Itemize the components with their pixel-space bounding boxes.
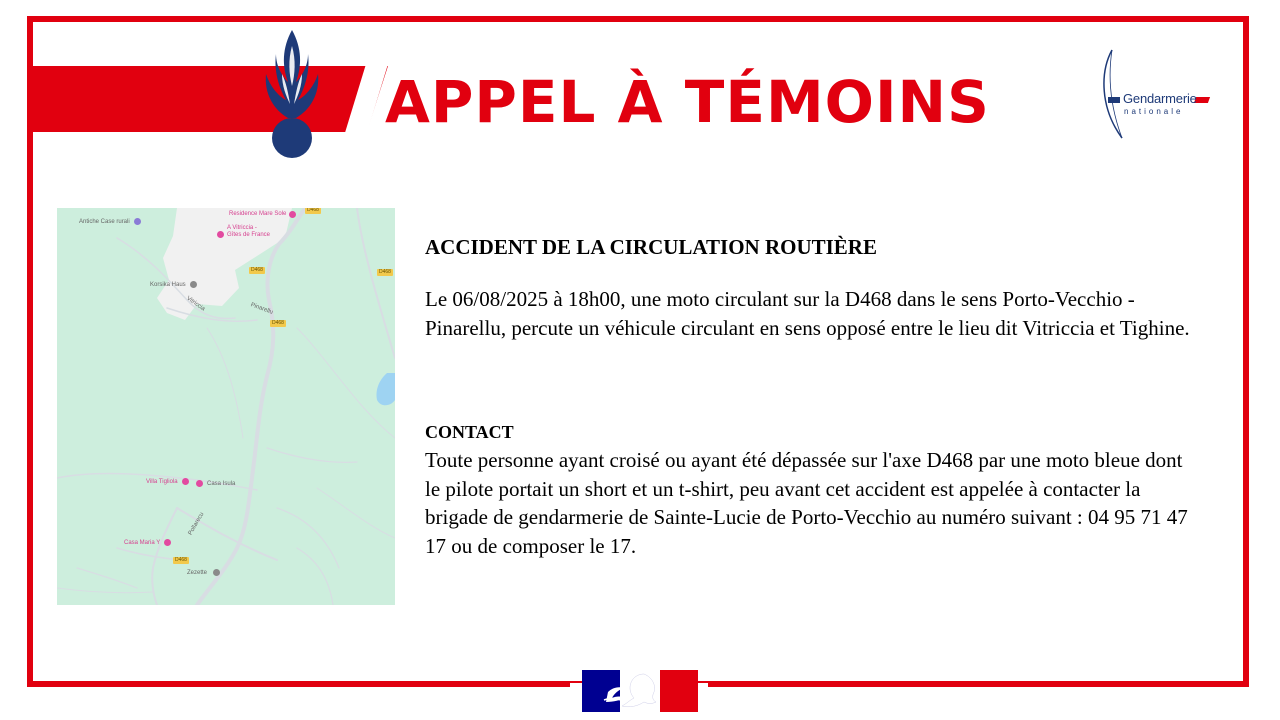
map-background bbox=[57, 208, 395, 605]
map-pin-casa-maria bbox=[164, 539, 171, 546]
map-label-antiche: Antiche Case rurali bbox=[79, 219, 130, 225]
incident-description: Le 06/08/2025 à 18h00, une moto circulant sur la D468 dans le sens Porto-Vecchio - Pinarellu, percute un véhicule circulant en sens opposé entre le lieu dit Vitriccia et Tighine. bbox=[425, 287, 1190, 340]
contact-description: Toute personne ayant croisé ou ayant été dépassée sur l'axe D468 par une moto bleue dont le pilote portait un short et un t-shirt, peu avant cet accident est appelée à contacter la brigade de gendarmerie de Sainte-Lucie de Porto-Vecchio au numéro suivant : 04 95 71 47 17 ou de composer le 17. bbox=[425, 448, 1188, 558]
map-label-residence: Residence Mare Sole bbox=[229, 211, 287, 217]
section-title: ACCIDENT DE LA CIRCULATION ROUTIÈRE bbox=[425, 235, 877, 259]
logo-text-gendarmerie: Gendarmerie bbox=[1123, 91, 1197, 106]
map-pin-antiche bbox=[134, 218, 141, 225]
logo-flag-left bbox=[1108, 97, 1120, 103]
map-pin-vitriccia bbox=[217, 231, 224, 238]
gendarmerie-grenade-icon bbox=[252, 26, 332, 162]
map-label-korsika: Korsika Haus bbox=[150, 282, 186, 288]
map-pin-zezette bbox=[213, 569, 220, 576]
map-label-casa-isula: Casa Isula bbox=[207, 481, 236, 487]
article-content bbox=[425, 230, 1205, 264]
map-label-pollarecu: Pollarecu bbox=[187, 511, 206, 537]
map-pin-residence bbox=[289, 211, 296, 218]
map-label-vitriccia: A Vitriccia - bbox=[227, 225, 257, 231]
map-pin-villa bbox=[182, 478, 189, 485]
header-red-band bbox=[33, 66, 388, 132]
road-shield: D468 bbox=[272, 320, 284, 326]
map-pin-casa-isula bbox=[196, 480, 203, 487]
logo-text-nationale: nationale bbox=[1124, 107, 1184, 116]
map-label-vitriccia-road: Vitriccia bbox=[185, 295, 206, 313]
road-shield: D468 bbox=[307, 208, 319, 213]
location-map bbox=[57, 208, 395, 605]
map-label-pinarellu: Pinarellu bbox=[249, 302, 274, 316]
road-shield: D468 bbox=[175, 557, 187, 563]
map-label-casa-maria: Casa Maria Y bbox=[124, 540, 161, 546]
map-pin-korsika bbox=[190, 281, 197, 288]
map-label-zezette: Zezette bbox=[187, 570, 208, 576]
road-shield: D468 bbox=[251, 267, 263, 273]
marianne-republic-logo-icon bbox=[582, 670, 698, 712]
map-label-villa: Villa Tigliola bbox=[146, 479, 178, 485]
map-label-gites: Gîtes de France bbox=[227, 232, 271, 238]
road-shield: D468 bbox=[379, 269, 391, 275]
contact-title: CONTACT bbox=[425, 422, 514, 442]
page-title: APPEL À TÉMOINS bbox=[385, 68, 990, 136]
